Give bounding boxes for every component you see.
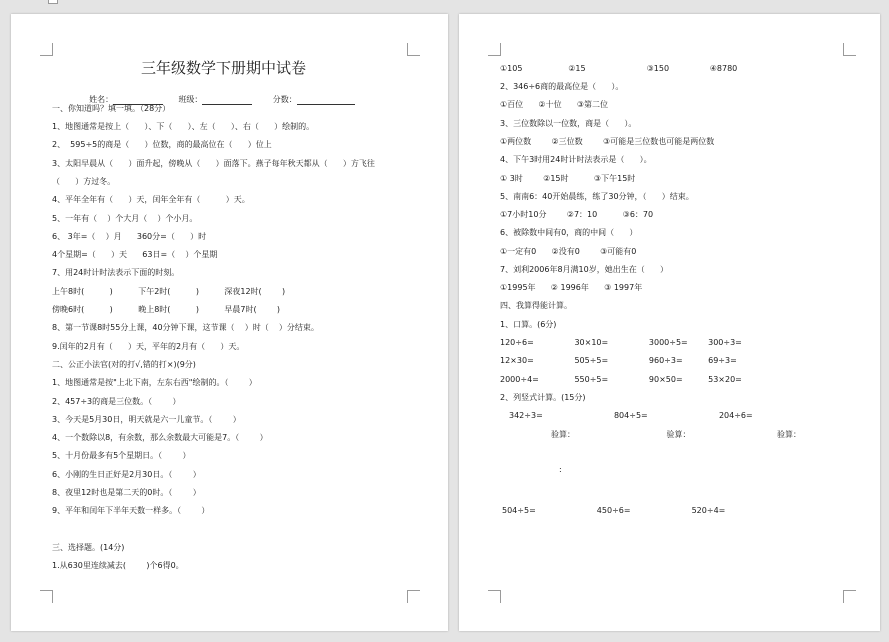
text-line: ①7小时10分 ②7：10 ③6：70 [500,210,654,219]
text-line: 2000÷4= 550÷5= 90×50= 53×20= [500,375,742,384]
text-line: 上午8时( ) 下午2时( ) 深夜12时( ) [52,287,286,296]
text-line: 3、三位数除以一位数，商是（ ）。 [500,119,637,128]
text-line: 9.闰年的2月有（ ）天，平年的2月有（ ）天。 [52,342,245,351]
text-line: ①两位数 ②三位数 ③可能是三位数也可能是两位数 [500,137,715,146]
text-line: 二、公正小法官(对的打√,错的打×)(9分) [52,360,196,369]
text-line: 2、 595÷5的商是（ ）位数，商的最高位在（ ）位上 [52,140,272,149]
text-line: 四、我算得能计算。 [500,301,572,310]
corner-mark [40,590,53,603]
text-line: 6、 3年=（ ）月 360分=（ ）时 [52,232,207,241]
text-line: 验算： 验算： 验算： [551,430,802,439]
text-line: 4、平年全年有（ ）天，闰年全年有（ ）天。 [52,195,250,204]
text-line: 8、夜里12时也是第二天的0时。（ ） [52,488,201,497]
name-label: 姓名： [89,95,114,104]
corner-mark [407,590,420,603]
text-line: 5、南南6：40开始晨练，练了30分钟，（ ）结束。 [500,192,694,201]
text-line: 三、选择题。(14分) [52,543,125,552]
text-line: 504÷5= 450÷6= 520÷4= [502,506,726,515]
document-page-1 [11,14,448,631]
text-line: ①105 ②15 ③150 ④8780 [500,64,738,73]
text-line: 5、一年有（ ）个大月（ ）个小月。 [52,214,198,223]
text-line: 一、你知道吗？填一填。（28分） [52,104,171,113]
text-line: ① 3时 ②15时 ③下午15时 [500,174,636,183]
corner-mark [843,590,856,603]
page-title: 三年级数学下册期中试卷 [141,59,307,77]
text-line: 3、今天是5月30日，明天就是六一儿童节。（ ） [52,415,241,424]
text-line: 1、地图通常是按上（ ）、下（ ）、左（ ）、右（ ）绘制的。 [52,122,315,131]
text-line: 1.从630里连续减去( )个6得0。 [52,561,184,570]
text-line: 9、平年和闰年下半年天数一样多。（ ） [52,506,210,515]
text-line: 6、小刚的生日正好是2月30日。（ ） [52,470,201,479]
text-line: （ ）方过冬。 [52,177,116,186]
text-line: 1、地图通常是按"上北下南，左东右西"绘制的。（ ） [52,378,257,387]
text-line: 7、刘利2006年8月满10岁，她出生在（ ） [500,265,668,274]
class-label: 班级： [178,95,203,104]
document-page-2 [459,14,880,631]
toolbar-checkbox[interactable] [48,0,58,4]
corner-mark [40,43,53,56]
text-line: ①百位 ②十位 ③第二位 [500,100,609,109]
text-line: 4、下午3时用24时计时法表示是（ ）。 [500,155,652,164]
text-line: : [559,465,562,474]
text-line: 2、457÷3的商是三位数。（ ） [52,397,181,406]
text-line: 7、用24时计时法表示下面的时刻。 [52,268,180,277]
corner-mark [843,43,856,56]
text-line: 8、第一节课8时55分上课，40分钟下课，这节课（ ）时（ ）分结束。 [52,323,319,332]
score-field[interactable] [297,95,355,105]
text-line: ①1995年 ② 1996年 ③ 1997年 [500,283,643,292]
text-line: ①一定有0 ②没有0 ③可能有0 [500,247,637,256]
text-line: 120÷6= 30×10= 3000÷5= 300÷3= [500,338,742,347]
text-line: 4、一个数除以8，有余数，那么余数最大可能是7。（ ） [52,433,268,442]
text-line: 2、列竖式计算。(15分) [500,393,586,402]
score-label: 分数： [272,95,297,104]
text-line: 2、346÷6商的最高位是（ ）。 [500,82,624,91]
corner-mark [488,590,501,603]
text-line: 1、口算。(6分) [500,320,557,329]
text-line: 342÷3= 804÷5= 204÷6= [509,411,753,420]
text-line: 5、十月份最多有5个星期日。（ ） [52,451,191,460]
class-field[interactable] [202,95,252,105]
text-line: 3、太阳早晨从（ ）面升起，傍晚从（ ）面落下。燕子每年秋天都从（ ）方飞往 [52,159,375,168]
text-line: 12×30= 505÷5= 960÷3= 69÷3= [500,356,737,365]
corner-mark [407,43,420,56]
corner-mark [488,43,501,56]
text-line: 傍晚6时( ) 晚上8时( ) 早晨7时( ) [52,305,281,314]
text-line: 4个星期=（ ）天 63日=（ ）个星期 [52,250,218,259]
text-line: 6、被除数中间有0，商的中间（ ） [500,228,638,237]
